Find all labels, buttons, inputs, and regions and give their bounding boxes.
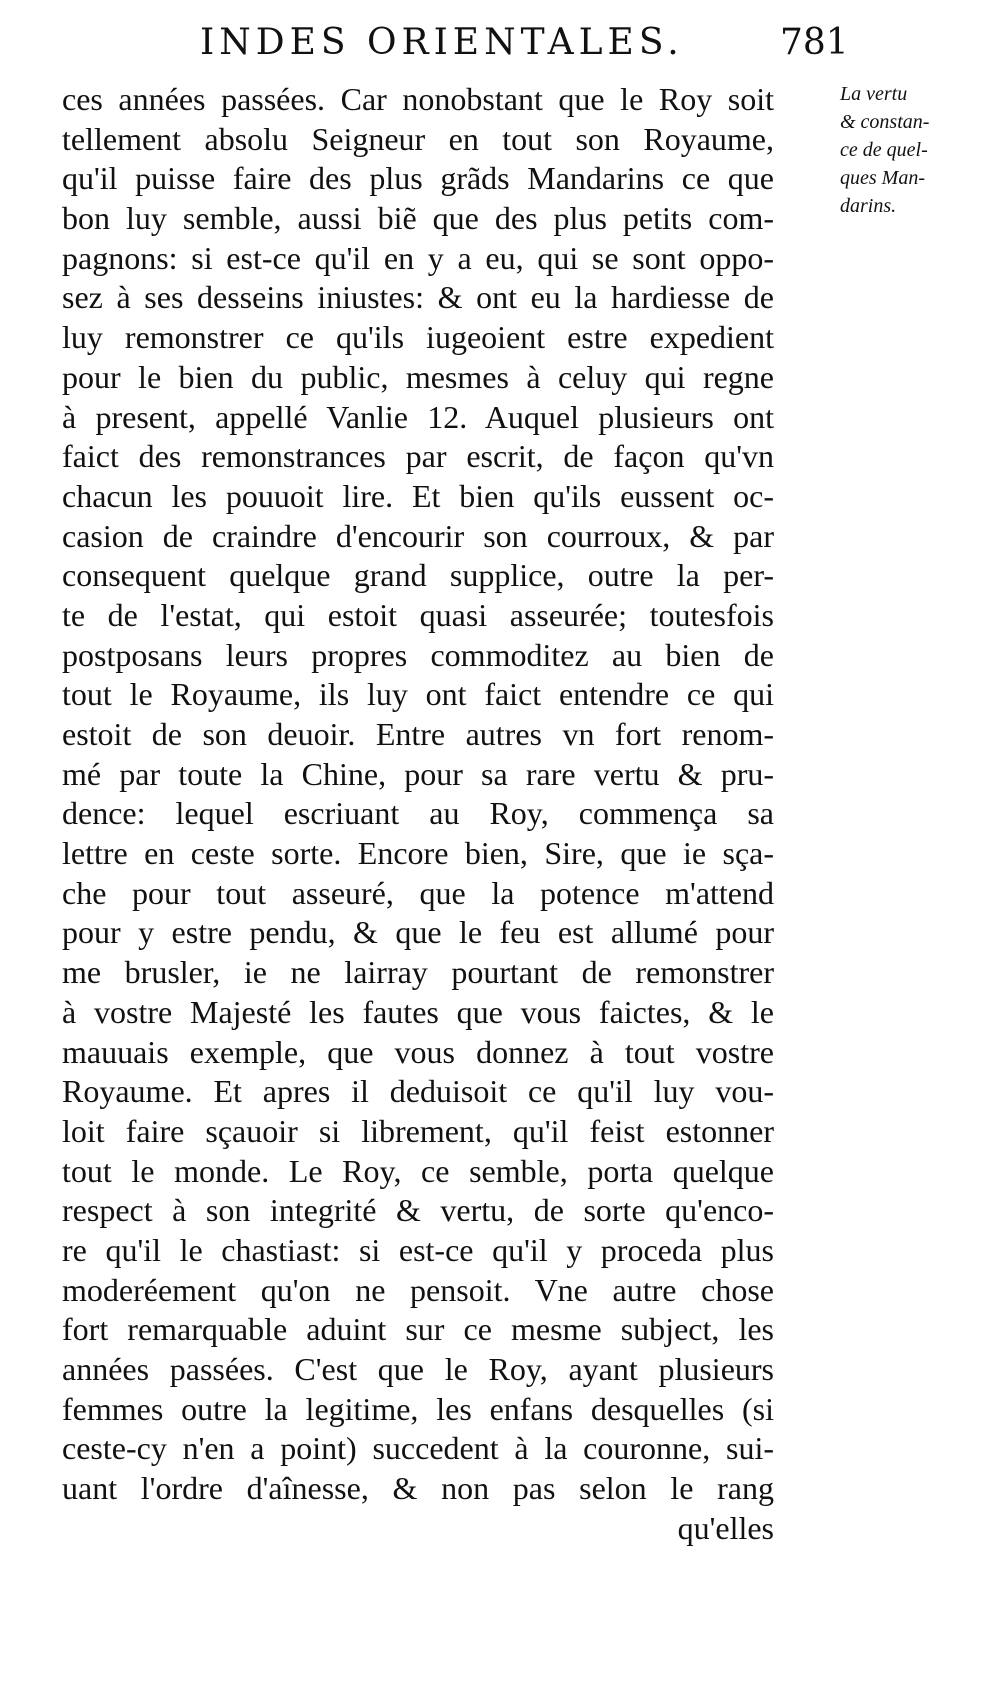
text-line: casion de craindre d'encourir son courroux, & par: [62, 517, 774, 554]
text-line: lettre en ceste sorte. Encore bien, Sire, que ie sça-: [62, 835, 774, 872]
text-line: ceste-cy n'en a point) succedent à la couronne, sui-: [62, 1430, 774, 1467]
marginal-note-line: La vertu: [840, 83, 908, 105]
text-line: luy remonstrer ce qu'ils iugeoient estre expedient: [62, 319, 774, 356]
marginal-note-line: & constan-: [840, 111, 930, 133]
marginal-note: [840, 80, 990, 220]
text-line: estoit de son deuoir. Entre autres vn fort renom-: [62, 716, 774, 752]
text-line: fort remarquable aduint sur ce mesme subject, les: [62, 1311, 774, 1348]
text-line: à present, appellé Vanlie 12. Auquel plusieurs ont: [62, 398, 774, 435]
running-title: INDES ORIENTALES.: [200, 22, 684, 63]
text-line: qu'il puisse faire des plus grãds Mandarins ce que: [62, 160, 774, 197]
text-line: te de l'estat, qui estoit quasi asseurée; toutesfois: [62, 596, 774, 633]
text-line: femmes outre la legitime, les enfans desquelles (si: [62, 1390, 774, 1427]
text-line: consequent quelque grand supplice, outre la per-: [62, 557, 774, 594]
text-line: loit faire sçauoir si librement, qu'il feist estonner: [62, 1112, 774, 1149]
text-line: tellement absolu Seigneur en tout son Royaume,: [62, 120, 774, 157]
catchword: qu'elles: [677, 1509, 774, 1546]
text-line: dence: lequel escriuant au Roy, commença sa: [62, 795, 774, 832]
text-line: postposans leurs propres commoditez au bien de: [62, 636, 774, 673]
text-line: ces années passées. Car nonobstant que le Roy soit: [62, 81, 774, 117]
text-line: re qu'il le chastiast: si est-ce qu'il y proceda plus: [62, 1231, 774, 1268]
marginal-note-line: ce de quel-: [840, 139, 928, 161]
text-line: uant l'ordre d'aînesse, & non pas selon le rang: [62, 1470, 774, 1507]
marginal-note-line: darins.: [840, 195, 897, 217]
body-text: [62, 80, 774, 1548]
text-line: respect à son integrité & vertu, de sorte qu'enco-: [62, 1192, 774, 1229]
text-line: à vostre Majesté les fautes que vous faictes, & le: [62, 993, 774, 1030]
text-line: moderéement qu'on ne pensoit. Vne autre chose: [62, 1271, 774, 1308]
text-line: tout le Royaume, ils luy ont faict entendre ce qui: [62, 676, 774, 713]
marginal-note-line: ques Man-: [840, 167, 925, 189]
text-line: me brusler, ie ne lairray pourtant de remonstrer: [62, 954, 774, 991]
text-line: pour le bien du public, mesmes à celuy qui regne: [62, 358, 774, 395]
text-line: chacun les pouuoit lire. Et bien qu'ils eussent oc-: [62, 477, 774, 514]
page-number: 781: [780, 22, 849, 63]
text-line: bon luy semble, aussi biẽ que des plus petits com-: [62, 200, 774, 237]
text-line: mé par toute la Chine, pour sa rare vertu & pru-: [62, 755, 774, 792]
text-line: che pour tout asseuré, que la potence m'attend: [62, 874, 774, 911]
text-line: Royaume. Et apres il deduisoit ce qu'il luy vou-: [62, 1073, 774, 1110]
text-line: tout le monde. Le Roy, ce semble, porta quelque: [62, 1152, 774, 1189]
text-line: sez à ses desseins iniustes: & ont eu la hardiesse de: [62, 279, 774, 316]
text-line: années passées. C'est que le Roy, ayant plusieurs: [62, 1351, 774, 1387]
text-line: pour y estre pendu, & que le feu est allumé pour: [62, 914, 774, 951]
text-line: faict des remonstrances par escrit, de façon qu'vn: [62, 438, 774, 475]
text-line: pagnons: si est-ce qu'il en y a eu, qui se sont oppo-: [62, 239, 774, 276]
text-line: mauuais exemple, que vous donnez à tout vostre: [62, 1033, 774, 1070]
